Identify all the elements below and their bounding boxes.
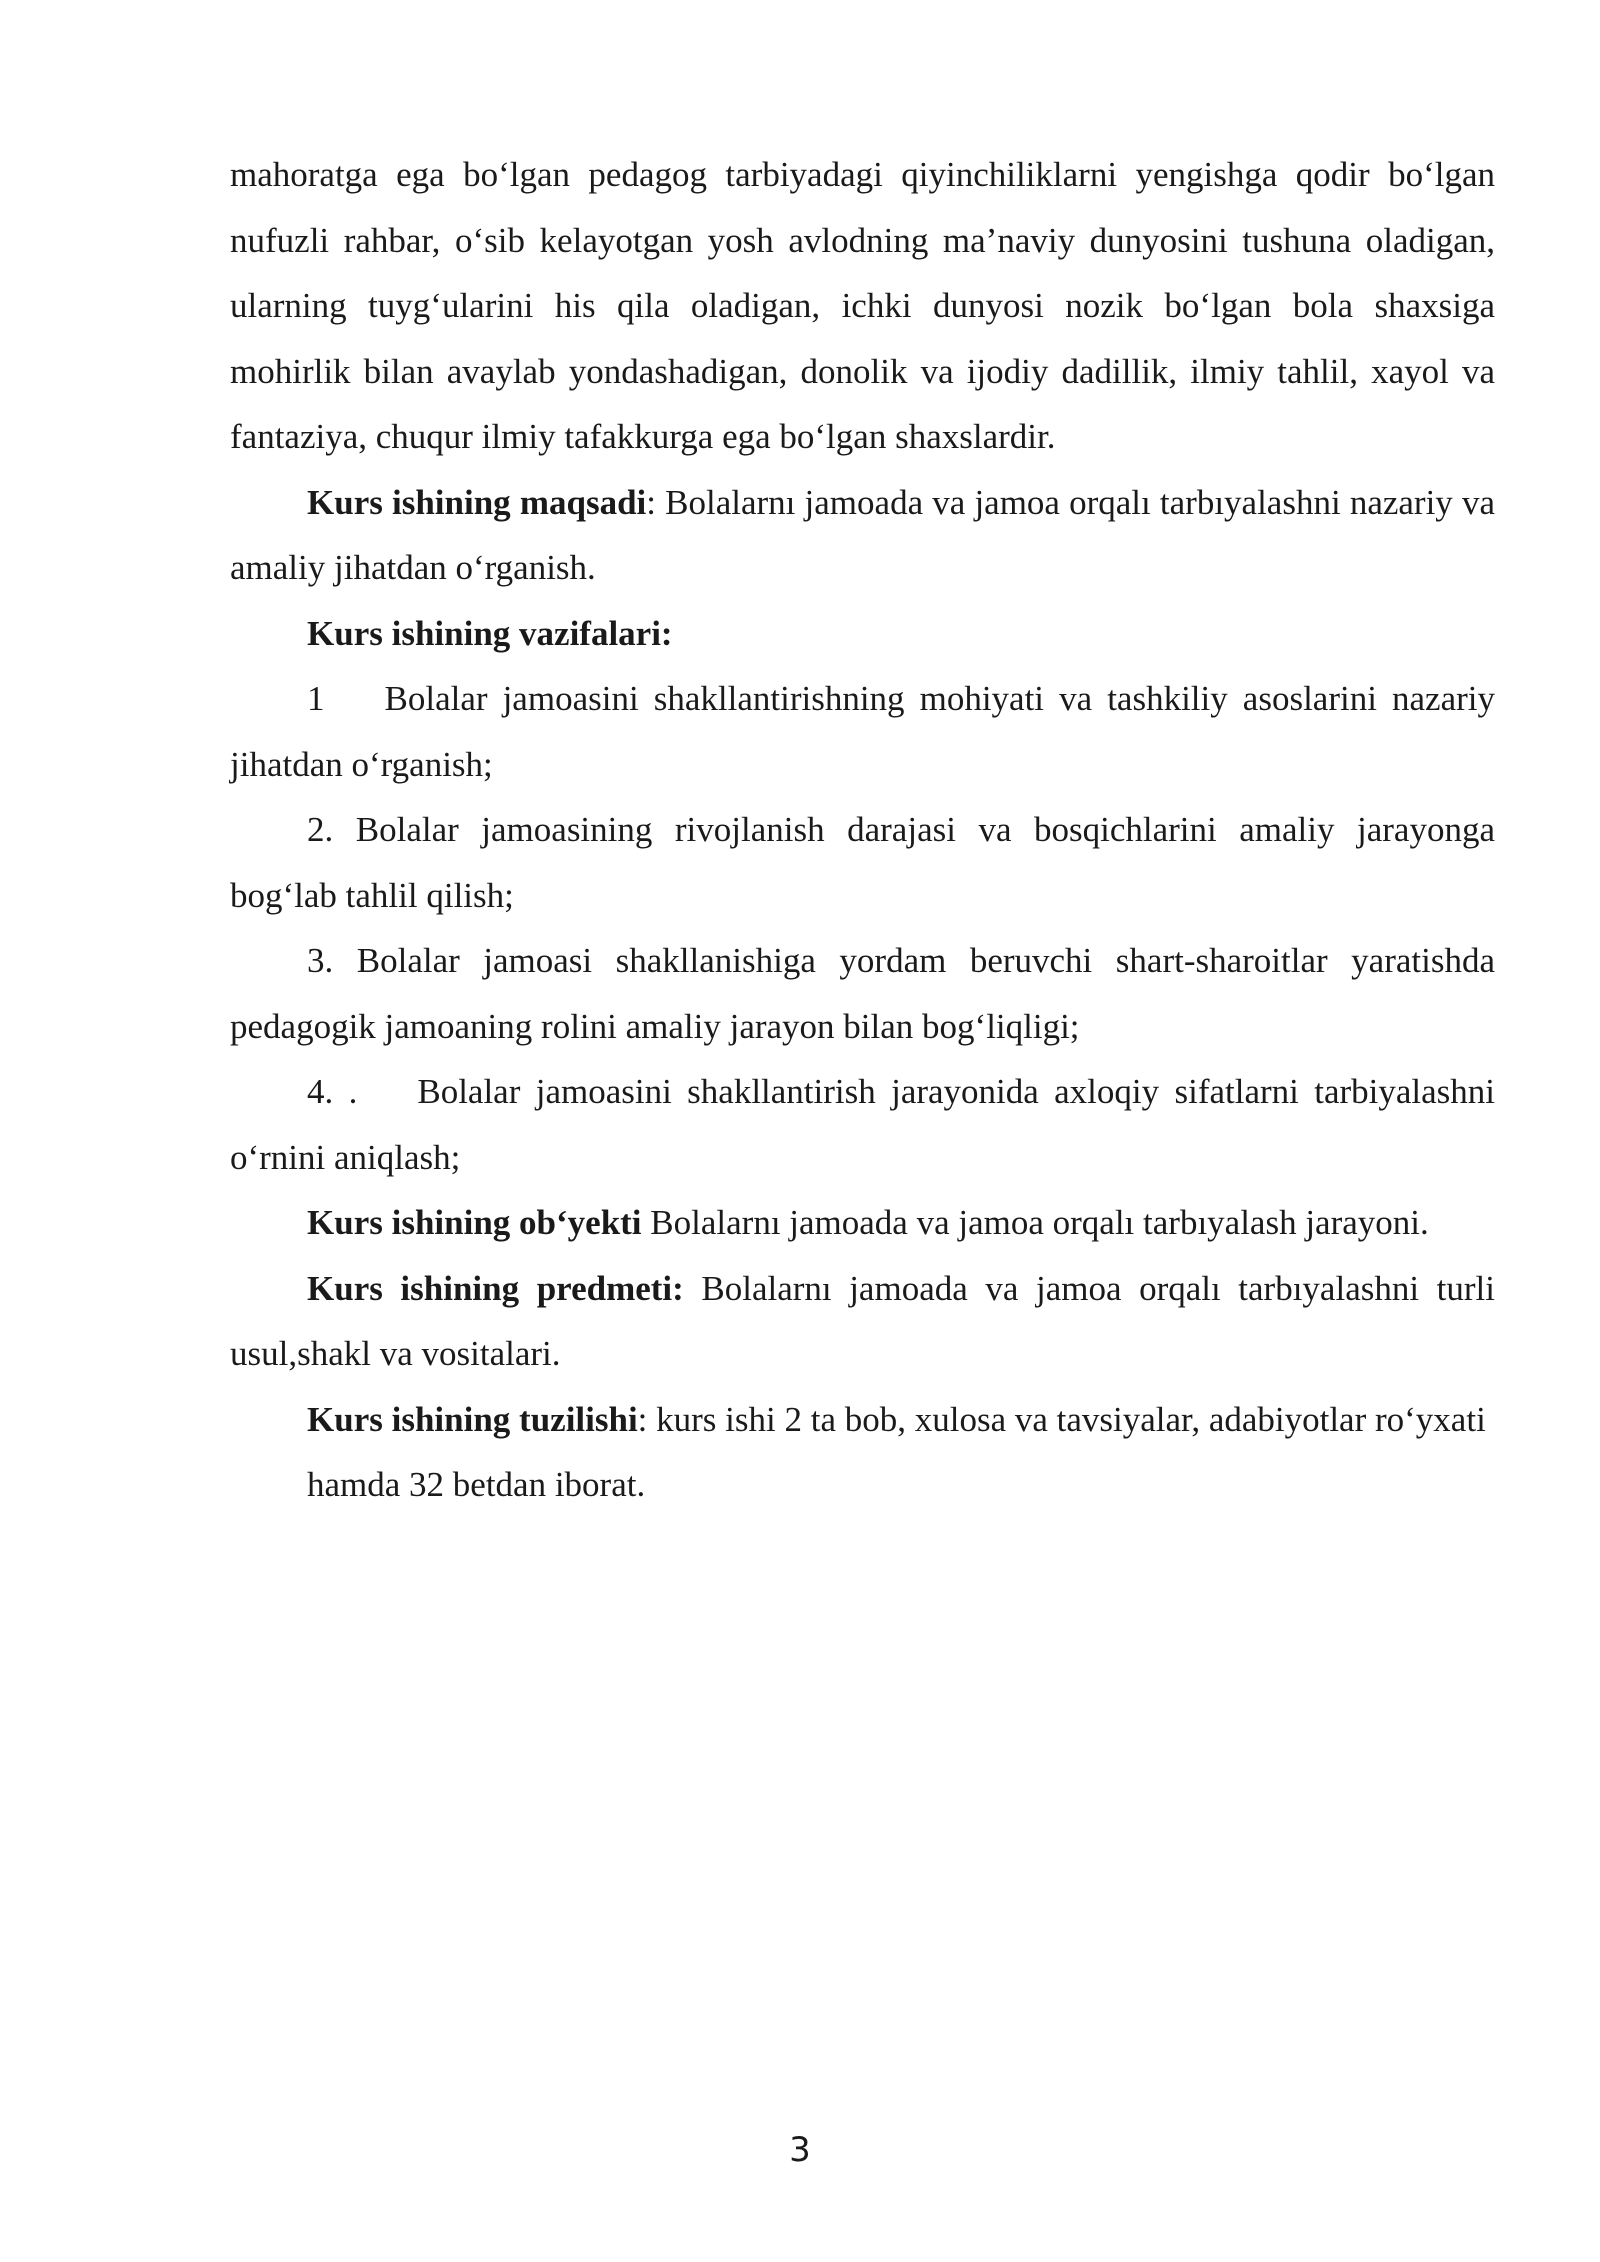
subject-paragraph <box>230 1256 1495 1387</box>
task-3: 3. Bolalar jamoasi shakllanishiga yordam beruvchi shart-sharoitlar yaratishda pedagogik jamoaning rolini amaliy jarayon bilan bog‘liqligi; <box>230 941 1495 1046</box>
task-1 <box>230 666 1495 797</box>
structure-text: : kurs ishi 2 ta bob, xulosa va tavsiyalar, adabiyotlar ro‘yxati hamda 32 betdan iborat. <box>307 1399 1486 1504</box>
object-label: Kurs ishining ob‘yekti <box>307 1203 642 1242</box>
subject-text: Bolalarnı jamoada va jamoa orqalı tarbıyalashni turli usul,shakl va vositalari. <box>230 1268 1495 1373</box>
tasks-heading: Kurs ishining vazifalari: <box>307 613 673 653</box>
task-2: 2. Bolalar jamoasining rivojlanish darajasi va bosqichlarini amaliy jarayonga bog‘lab tahlil qilish; <box>230 810 1495 915</box>
structure-label: Kurs ishining tuzilishi <box>307 1399 638 1439</box>
task-4-text: Bolalar jamoasini shakllantirish jarayonida axloqiy sifatlarni tarbiyalashni o‘rnini aniqlash; <box>230 1072 1496 1177</box>
object-text: Bolalarnı jamoada va jamoa orqalı tarbıyalash jarayoni. <box>641 1203 1429 1242</box>
page-number: 3 <box>789 2130 811 2170</box>
task-1-number: 1 <box>307 679 325 718</box>
goal-text: : Bolalarnı jamoada va jamoa orqalı tarbıyalashni nazariy va amaliy jihatdan o‘rganish. <box>230 482 1495 587</box>
intro-paragraph: mahoratga ega bo‘lgan pedagog tarbiyadagi qiyinchiliklarni yengishga qodir bo‘lgan nufuzli rahbar, o‘sib kelayotgan yosh avlodning ma’naviy dunyosini tushuna oladigan, ularning tuyg‘ularini his qila oladigan, ichki dunyosi nozik bo‘lgan bola shaxsiga mohirlik bilan avaylab yondashadigan, donolik va ijodiy dadillik, ilmiy tahlil, xayol va fantaziya, chuqur ilmiy tafakkurga ega bo‘lgan shaxslardir. <box>230 155 1495 456</box>
goal-paragraph <box>230 470 1495 601</box>
task-4-number: 4. . <box>307 1072 358 1111</box>
task-4 <box>230 1059 1495 1190</box>
subject-label: Kurs ishining predmeti: <box>307 1268 684 1308</box>
goal-label: Kurs ishining maqsadi <box>307 482 647 522</box>
task-1-text: Bolalar jamoasini shakllantirishning mohiyati va tashkiliy asoslarini nazariy jihatdan o‘rganish; <box>230 679 1495 784</box>
object-paragraph <box>230 1190 1495 1256</box>
document-body <box>230 142 1495 1518</box>
structure-paragraph <box>230 1387 1497 1518</box>
